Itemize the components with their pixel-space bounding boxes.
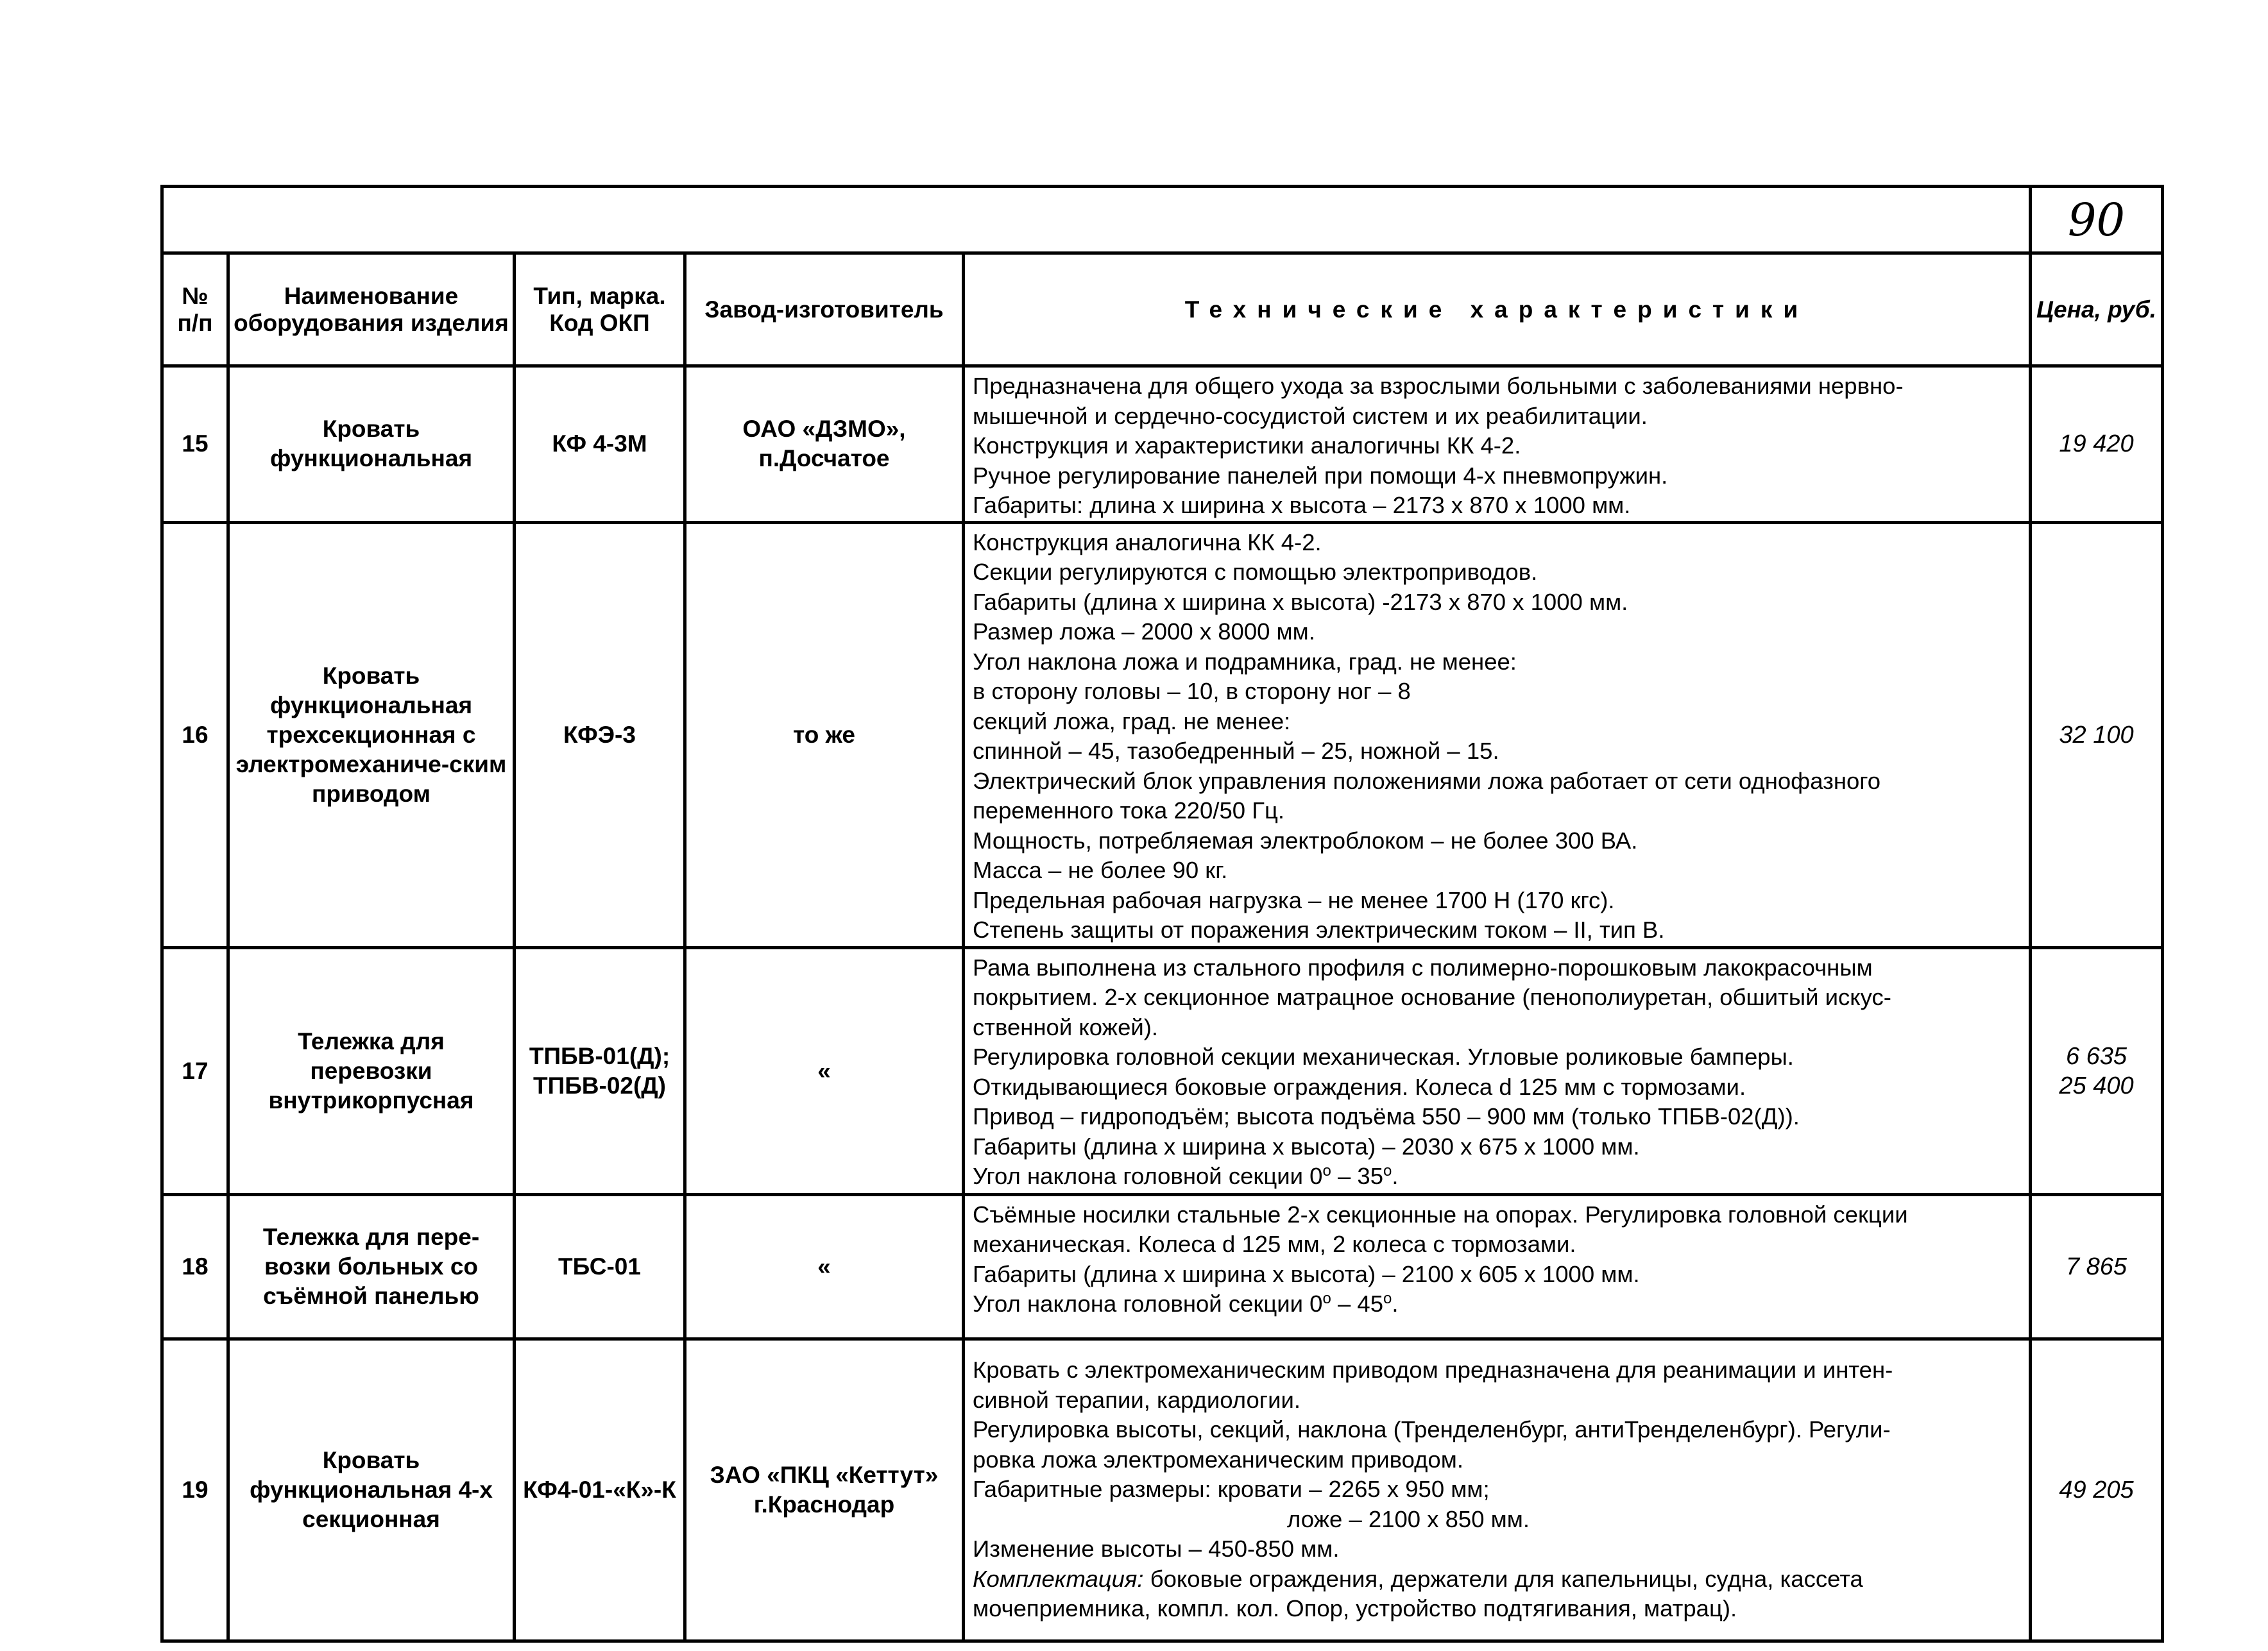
row-num: 19 [162, 1339, 228, 1641]
tech-line: Габаритные размеры: кровати – 2265 х 950 мм; [973, 1476, 1490, 1503]
tech-line: покрытием. 2-х секционное матрацное основание (пенополиуретан, обшитый искус- [973, 984, 1891, 1010]
tech-line: Откидывающиеся боковые ограждения. Колеса d 125 мм с тормозами. [973, 1073, 1746, 1100]
row-name: Тележка для перевозки внутрикорпусная [228, 947, 515, 1194]
tech-line: Масса – не более 90 кг. [973, 857, 1228, 883]
header-num: № п/п [162, 253, 228, 366]
equipment-table [160, 185, 2164, 1643]
row-type: ТПБВ-01(Д); ТПБВ-02(Д) [515, 947, 685, 1194]
row-num: 18 [162, 1194, 228, 1339]
tech-line: Изменение высоты – 450-850 мм. [973, 1536, 1340, 1562]
tech-line: Конструкция аналогична КК 4-2. [973, 529, 1322, 555]
row-name: Кровать функциональная 4-х секционная [228, 1339, 515, 1641]
tech-line: ровка ложа электромеханическим приводом. [973, 1446, 1463, 1473]
tech-line: Кровать с электромеханическим приводом предназначена для реанимации и интен- [973, 1357, 1893, 1384]
tech-line: Электрический блок управления положениями ложа работает от сети однофазного [973, 767, 1881, 794]
row-tech [964, 1194, 2031, 1339]
tech-line: Конструкция и характеристики аналогичны КК 4-2. [973, 432, 1521, 459]
header-name: Наименование оборудования изделия [228, 253, 515, 366]
table-row [162, 522, 2163, 947]
tech-line: Съёмные носилки стальные 2-х секционные на опорах. Регулировка головной секции [973, 1201, 1908, 1228]
tech-line: Регулировка головной секции механическая. Угловые роликовые бамперы. [973, 1044, 1794, 1070]
tech-line: Габариты (длина х ширина х высота) -2173 х 870 х 1000 мм. [973, 588, 1628, 615]
table-row [162, 1339, 2163, 1641]
row-num: 16 [162, 522, 228, 947]
tech-line: мышечной и сердечно-сосудистой систем и их реабилитации. [973, 402, 1648, 429]
tech-line: Секции регулируются с помощью электроприводов. [973, 559, 1538, 585]
tech-line: Габариты (длина х ширина х высота) – 2030 х 675 х 1000 мм. [973, 1133, 1640, 1160]
tech-line: Рама выполнена из стального профиля с полимерно-порошковым лакокрасочным [973, 954, 1873, 981]
tech-line: ственной кожей). [973, 1013, 1159, 1040]
row-maker: ОАО «ДЗМО», п.Досчатое [685, 366, 964, 523]
header-row [162, 253, 2163, 366]
row-name: Кровать функциональная [228, 366, 515, 523]
row-type: КФЭ-3 [515, 522, 685, 947]
tech-line: Габариты (длина х ширина х высота) – 2100 х 605 х 1000 мм. [973, 1260, 1640, 1287]
header-maker: Завод-изготовитель [685, 253, 964, 366]
row-type: КФ4-01-«К»-К [515, 1339, 685, 1641]
row-num: 15 [162, 366, 228, 523]
tech-line: Степень защиты от поражения электрическим током – II, тип В. [973, 917, 1665, 943]
row-price: 32 100 [2031, 522, 2163, 947]
tech-line: Угол наклона головной секции 0$^o$ – 35$^o$. [973, 1162, 1399, 1189]
tech-line: Габариты: длина х ширина х высота – 2173 х 870 х 1000 мм. [973, 492, 1631, 518]
tech-line: переменного тока 220/50 Гц. [973, 797, 1285, 824]
row-tech [964, 522, 2031, 947]
row-maker: то же [685, 522, 964, 947]
row-tech [964, 947, 2031, 1194]
table-row [162, 947, 2163, 1194]
row-name: Кровать функциональная трехсекционная с электромеханиче-ским приводом [228, 522, 515, 947]
tech-line: в сторону головы – 10, в сторону ног – 8 [973, 678, 1411, 704]
tech-line: сивной терапии, кардиологии. [973, 1386, 1300, 1413]
row-price: 49 205 [2031, 1339, 2163, 1641]
table-top-row [162, 187, 2163, 253]
row-price: 6 635 25 400 [2031, 947, 2163, 1194]
tech-line: спинной – 45, тазобедренный – 25, ножной – 15. [973, 738, 1499, 764]
row-price: 19 420 [2031, 366, 2163, 523]
row-type: ТБС-01 [515, 1194, 685, 1339]
row-maker: « [685, 1194, 964, 1339]
page-number: 90 [2031, 187, 2163, 253]
tech-line: механическая. Колеса d 125 мм, 2 колеса с тормозами. [973, 1231, 1576, 1257]
row-name: Тележка для пере-возки больных со съёмной панелью [228, 1194, 515, 1339]
tech-line: Угол наклона головной секции 0$^o$ – 45$^o$. [973, 1289, 1399, 1317]
tech-line: Размер ложа – 2000 х 8000 мм. [973, 618, 1315, 645]
row-maker: « [685, 947, 964, 1194]
row-num: 17 [162, 947, 228, 1194]
table-row [162, 1194, 2163, 1339]
table-row [162, 366, 2163, 523]
tech-line: Регулировка высоты, секций, наклона (Тренделенбург, антиТренделенбург). Регули- [973, 1416, 1891, 1443]
row-tech [964, 1339, 2031, 1641]
row-maker: ЗАО «ПКЦ «Кеттут» г.Краснодар [685, 1339, 964, 1641]
tech-line: Привод – гидроподъём; высота подъёма 550 – 900 мм (только ТПБВ-02(Д)). [973, 1103, 1800, 1130]
kit-text: боковые ограждения, держатели для капельницы, судна, кассета [1143, 1565, 1863, 1592]
tech-line: Угол наклона ложа и подрамника, град. не менее: [973, 648, 1517, 675]
tech-line: секций ложа, град. не менее: [973, 707, 1291, 734]
header-price: Цена, руб. [2031, 253, 2163, 366]
row-type: КФ 4-3М [515, 366, 685, 523]
row-price: 7 865 [2031, 1194, 2163, 1339]
tech-line: Предназначена для общего ухода за взрослыми больными с заболеваниями нервно- [973, 373, 1904, 399]
header-type: Тип, марка. Код ОКП [515, 253, 685, 366]
tech-line: Мощность, потребляемая электроблоком – не более 300 ВА. [973, 827, 1638, 854]
tech-line: Ручное регулирование панелей при помощи 4-х пневмопружин. [973, 462, 1668, 489]
header-tech: Технические характеристики [964, 253, 2031, 366]
row-tech [964, 366, 2031, 523]
tech-line: ложе – 2100 х 850 мм. [1287, 1505, 1530, 1532]
tech-line: мочеприемника, компл. кол. Опор, устройство подтягивания, матрац). [973, 1595, 1737, 1622]
tech-line [973, 1564, 2022, 1595]
top-empty-cell [162, 187, 2031, 253]
tech-line: Предельная рабочая нагрузка – не менее 1700 Н (170 кгс). [973, 886, 1615, 913]
kit-label: Комплектация: [973, 1565, 1144, 1592]
